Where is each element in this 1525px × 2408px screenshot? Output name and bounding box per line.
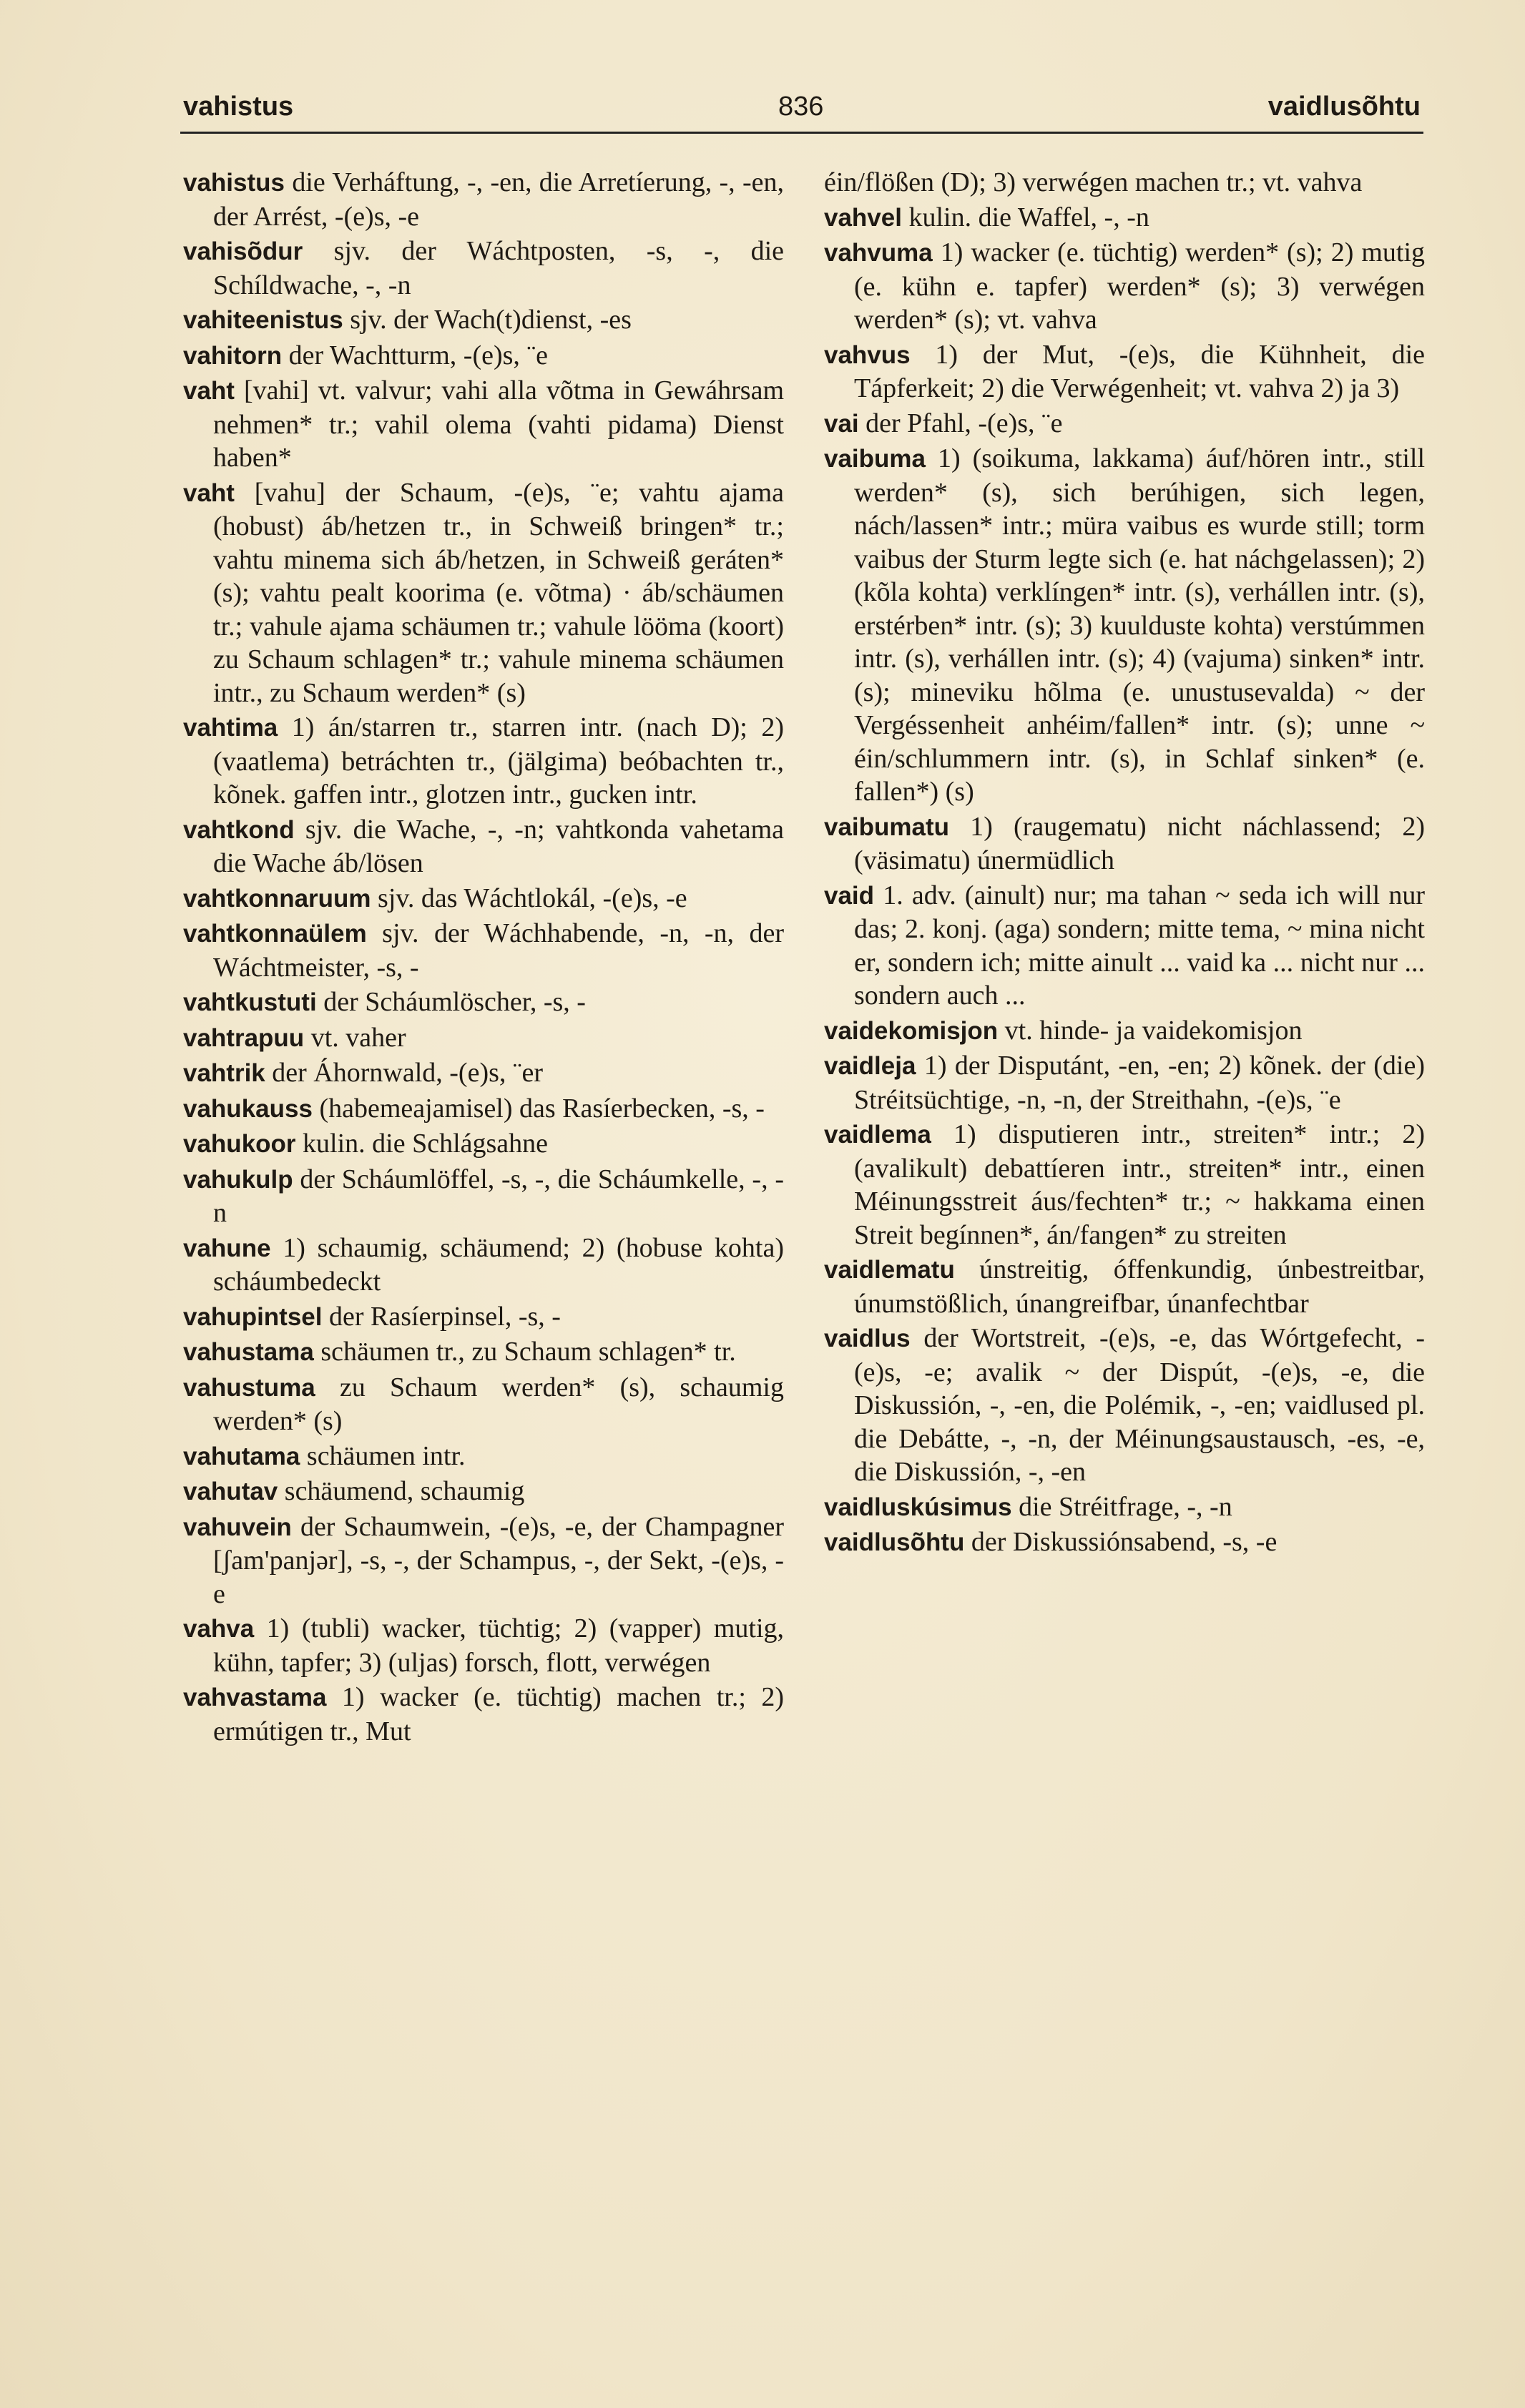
- entry-definition: zu Schaum werden* (s), schaumig werden* (s): [213, 1372, 784, 1436]
- entry-headword: vahukulp: [183, 1165, 293, 1194]
- dictionary-entry: [183, 476, 784, 710]
- dictionary-entry: [183, 1440, 784, 1474]
- entry-definition: vt. vaher: [310, 1022, 406, 1053]
- entry-headword: vahvel: [824, 203, 902, 232]
- dictionary-entry: [824, 810, 1425, 878]
- dictionary-entry: [183, 1232, 784, 1299]
- entry-headword: vahtkonnaülem: [183, 920, 367, 948]
- entry-definition: [vahi] vt. valvur; vahi alla võtma in Gewáhrsam nehmen* tr.; vahil olema (vahti pidama) Dienst haben*: [213, 375, 784, 473]
- entry-headword: vahvuma: [824, 239, 933, 267]
- dictionary-entry: [183, 1510, 784, 1611]
- dictionary-entry: [183, 711, 784, 812]
- entry-definition: kulin. die Schlágsahne: [303, 1129, 549, 1159]
- entry-headword: vahistus: [183, 169, 285, 197]
- entry-headword: vahuvein: [183, 1513, 292, 1541]
- entry-headword: vahustuma: [183, 1373, 315, 1402]
- entry-headword: vaidleja: [824, 1052, 916, 1080]
- guide-word-last: vaidlusõhtu: [1267, 92, 1421, 122]
- entry-definition: sjv. der Wach(t)dienst, -es: [350, 305, 632, 335]
- dictionary-entry: [183, 1127, 784, 1161]
- entry-headword: vahtkonnaruum: [183, 884, 371, 913]
- entry-definition: der Wachtturm, -(e)s, ¨e: [288, 340, 548, 370]
- entry-definition: schäumend, schaumig: [284, 1476, 525, 1506]
- entry-definition: 1) schaumig, schäumend; 2) (hobuse kohta) scháumbedeckt: [213, 1232, 784, 1297]
- dictionary-entry: [824, 1490, 1425, 1525]
- dictionary-entry: [183, 1163, 784, 1230]
- dictionary-entry: [183, 1612, 784, 1679]
- entry-definition: sjv. die Wache, -, -n; vahtkonda vahetama die Wache áb/lösen: [213, 814, 784, 878]
- entry-definition: der Wortstreit, -(e)s, -e, das Wórtgefecht, -(e)s, -e; avalik ~ der Dispút, -(e)s, -e, die Diskussión, -, -en, die Polémik, -, -en; vaidlused pl. die Debátte, -, -n, der Méinungsaustausch, -es, -e, die Diskussión, -, -en: [854, 1323, 1426, 1487]
- entry-definition: 1) (soikuma, lakkama) áuf/hören intr., still werden* (s), sich berúhigen, sich legen, nách/lassen* intr.; müra vaibus es wurde still; torm vaibus der Sturm legte sich (e. hat náchgelassen); 2) (kõla kohta) verklíngen* intr. (s), verhállen intr. (s), erstérben* intr. (s); 3) kuulduste kohta) verstúmmen intr. (s), verhállen intr. (s); 4) (vajuma) sinken* intr. (s); mineviku hõlma (e. unustusevalda) ~ der Vergéssenheit anhéim/fallen* intr. (s); unne ~ éin/schlummern intr. (s), in Schlaf sinken* (e. fallen*) (s): [854, 443, 1425, 807]
- entry-definition: [vahu] der Schaum, -(e)s, ¨e; vahtu ajama (hobust) áb/hetzen tr., in Schweiß bringen* tr.; vahtu minema sich áb/hetzen, in Schweiß geráten* (s); vahtu pealt koorima (e. võtma) · áb/schäumen tr.; vahule ajama schäumen tr.; vahule lööma (koort) zu Schaum schlagen* tr.; vahule minema schäumen intr., zu Schaum werden* (s): [213, 477, 785, 708]
- dictionary-entry: [183, 1475, 784, 1509]
- dictionary-entry: [183, 339, 784, 373]
- entry-headword: vaibumatu: [824, 812, 950, 841]
- entry-definition: der Pfahl, -(e)s, ¨e: [866, 408, 1063, 438]
- entry-headword: vaidlematu: [824, 1256, 955, 1284]
- entry-headword: vaidlema: [824, 1121, 931, 1149]
- entry-definition: der Diskussiónsabend, -s, -e: [971, 1527, 1278, 1557]
- entry-definition: 1) disputieren intr., streiten* intr.; 2) (avalikult) debattíeren intr., streiten* intr., einen Méinungsstreit áus/fechten* tr.; ~ hakkama einen Streit begínnen*, án/fangen* zu streiten: [854, 1119, 1425, 1250]
- dictionary-entry: [183, 1371, 784, 1438]
- dictionary-entry: [824, 1253, 1425, 1320]
- dictionary-entry: [824, 236, 1425, 337]
- entry-headword: vaidlus: [824, 1325, 911, 1352]
- dictionary-entry: [183, 303, 784, 338]
- entry-headword: vahtkond: [183, 815, 295, 844]
- entry-headword: vahune: [183, 1234, 271, 1262]
- entry-definition: 1) án/starren tr., starren intr. (nach D); 2) (vaatlema) betráchten tr., (jälgima) beóbachten tr., kõnek. gaffen intr., glotzen intr., gucken intr.: [213, 712, 784, 810]
- dictionary-entry: [824, 338, 1425, 406]
- entry-headword: vahtrapuu: [183, 1023, 305, 1052]
- entry-definition: sjv. der Wáchhabende, -n, -n, der Wáchtmeister, -s, -: [213, 918, 784, 983]
- entry-headword: vahtrik: [183, 1059, 265, 1087]
- entry-headword: vaidekomisjon: [824, 1016, 999, 1045]
- dictionary-entry: [183, 374, 784, 475]
- dictionary-entry: [824, 407, 1425, 441]
- entry-definition: der Áhornwald, -(e)s, ¨er: [272, 1058, 544, 1088]
- dictionary-entry: [824, 1322, 1425, 1489]
- entry-headword: vahutav: [183, 1478, 278, 1505]
- dictionary-entry: [824, 1525, 1425, 1560]
- entry-headword: vahisõdur: [183, 237, 303, 265]
- dictionary-entry: [183, 1300, 784, 1335]
- entry-definition: 1) (raugematu) nicht náchlassend; 2) (väsimatu) únermüdlich: [854, 811, 1426, 875]
- entry-definition: der Schaumwein, -(e)s, -e, der Champagner [ʃam'panjər], -s, -, der Schampus, -, der Sekt, -(e)s, -e: [213, 1511, 785, 1609]
- entry-headword: vahva: [183, 1615, 255, 1643]
- dictionary-entry: [824, 879, 1425, 1013]
- entry-definition: schäumen tr., zu Schaum schlagen* tr.: [320, 1337, 736, 1367]
- dictionary-entry: [183, 1021, 784, 1056]
- entry-definition: 1. adv. (ainult) nur; ma tahan ~ seda ich will nur das; 2. konj. (aga) sondern; mitte tema, ~ mina nicht er, sondern ich; mitte ainult ... vaid ka ... nicht nur ... sondern auch ...: [854, 880, 1425, 1011]
- entry-headword: vaidlusõhtu: [824, 1528, 965, 1556]
- entry-definition: der Rasíerpinsel, -s, -: [328, 1301, 561, 1332]
- entry-definition: 1) der Disputánt, -en, -en; 2) kõnek. der (die) Stréitsüchtige, -n, -n, der Streithahn, -(e)s, ¨e: [854, 1051, 1425, 1115]
- dictionary-entry: [183, 917, 784, 984]
- entry-definition: der Scháumlöffel, -s, -, die Scháumkelle, -, -n: [213, 1164, 784, 1228]
- left-column: [183, 166, 784, 1749]
- dictionary-entry: [183, 1056, 784, 1091]
- entry-headword: vahutama: [183, 1442, 300, 1470]
- header-rule: [180, 132, 1423, 134]
- entry-definition: 1) der Mut, -(e)s, die Kühnheit, die Tápferkeit; 2) die Verwégenheit; vt. vahva 2) ja 3): [854, 339, 1425, 403]
- entry-headword: vaidluskúsimus: [824, 1493, 1012, 1521]
- dictionary-entry: [824, 1049, 1425, 1116]
- entry-headword: vaht: [183, 377, 235, 405]
- dictionary-entry: [183, 882, 784, 916]
- dictionary-entry: [183, 235, 784, 302]
- entry-headword: vahukoor: [183, 1130, 296, 1158]
- entry-definition: 1) wacker (e. tüchtig) machen tr.; 2) ermútigen tr., Mut: [213, 1682, 785, 1746]
- entry-headword: vahukauss: [183, 1094, 313, 1123]
- entry-definition: die Stréitfrage, -, -n: [1019, 1491, 1232, 1522]
- entry-headword: vahtima: [183, 714, 278, 742]
- guide-word-first: vahistus: [183, 92, 294, 122]
- dictionary-entry: [183, 986, 784, 1020]
- running-head: [0, 92, 1525, 134]
- entry-headword: vahtkustuti: [183, 988, 317, 1016]
- entry-definition: 1) (tubli) wacker, tüchtig; 2) (vapper) mutig, kühn, tapfer; 3) (uljas) forsch, flott, verwégen: [213, 1613, 784, 1678]
- entry-headword: vahupintsel: [183, 1302, 323, 1331]
- entry-definition: kulin. die Waffel, -, -n: [908, 202, 1149, 232]
- entry-definition: únstreitig, óffenkundig, únbestreitbar, únumstößlich, únangreifbar, únanfechtbar: [854, 1254, 1425, 1319]
- entry-definition: (habemeajamisel) das Rasíerbecken, -s, -: [319, 1093, 765, 1124]
- entry-definition: 1) wacker (e. tüchtig) werden* (s); 2) mutig (e. kühn e. tapfer) werden* (s); 3) verwégen werden* (s); vt. vahva: [854, 237, 1425, 335]
- entry-headword: vahvus: [824, 340, 911, 369]
- dictionary-entry: [183, 1335, 784, 1370]
- dictionary-entry: [824, 442, 1425, 809]
- entry-headword: vahustama: [183, 1338, 314, 1366]
- entry-definition: sjv. der Wáchtposten, -s, -, die Schíldwache, -, -n: [213, 236, 784, 300]
- dictionary-entry: [183, 1092, 784, 1126]
- dictionary-entry: [824, 166, 1425, 200]
- dictionary-entry: [183, 813, 784, 880]
- dictionary-entry: [824, 1118, 1425, 1252]
- entry-definition: die Verháftung, -, -en, die Arretíerung, -, -en, der Arrést, -(e)s, -e: [213, 167, 784, 232]
- entry-headword: vahitorn: [183, 341, 283, 370]
- dictionary-entry: [824, 201, 1425, 235]
- entry-headword: vai: [824, 409, 859, 438]
- dictionary-entry: [183, 1681, 784, 1748]
- right-column: [824, 166, 1425, 1561]
- page-number: 836: [778, 92, 824, 122]
- entry-headword: vahvastama: [183, 1684, 327, 1711]
- entry-headword: vahiteenistus: [183, 306, 343, 334]
- entry-definition: schäumen intr.: [306, 1440, 466, 1471]
- entry-headword: vaht: [183, 478, 235, 507]
- entry-definition: der Scháumlöscher, -s, -: [323, 987, 586, 1017]
- entry-definition: vt. hinde- ja vaidekomisjon: [1004, 1015, 1303, 1046]
- entry-definition: sjv. das Wáchtlokál, -(e)s, -e: [378, 883, 687, 913]
- entry-definition: éin/flößen (D); 3) verwégen machen tr.; vt. vahva: [824, 167, 1363, 197]
- dictionary-entry: [824, 1014, 1425, 1048]
- entry-headword: vaibuma: [824, 445, 926, 473]
- dictionary-entry: [183, 166, 784, 233]
- entry-headword: vaid: [824, 881, 875, 910]
